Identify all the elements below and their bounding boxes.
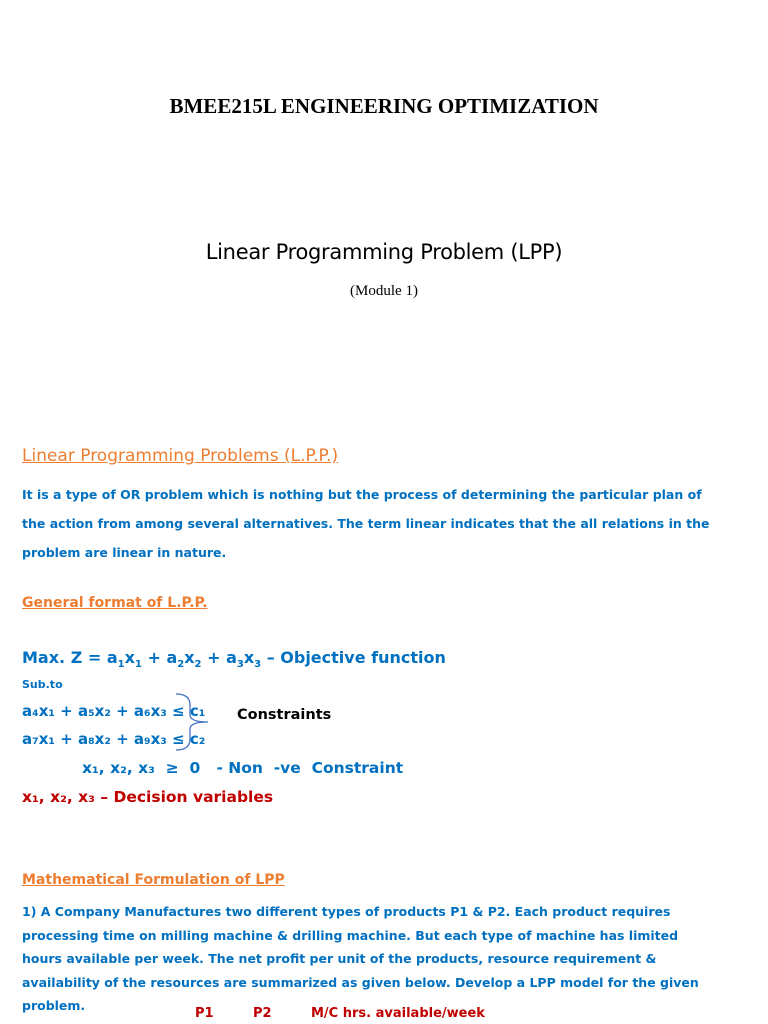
document-title: Linear Programming Problem (LPP): [205, 240, 563, 264]
constraint-2: a₇x₁ + a₈x₂ + a₉x₃ ≤ c₂: [22, 730, 206, 748]
objective-function: Max. $Z = a_1x_1 + a_2x_2 + a_3x_3$ – Objective function: [22, 648, 446, 671]
lpp-section-heading: Linear Programming Problems (L.P.P.): [22, 446, 339, 466]
formulation-heading: Mathematical Formulation of LPP: [22, 872, 285, 888]
brace-icon: [174, 692, 214, 752]
constraints-label: Constraints: [237, 707, 332, 723]
non-negativity-constraint: x₁, x₂, x₃ ≥ 0 - Non -ve Constraint: [82, 759, 404, 777]
course-title: BMEE215L ENGINEERING OPTIMIZATION: [169, 94, 599, 118]
module-label: (Module 1): [350, 283, 418, 299]
table-header-p2: P2: [253, 1006, 272, 1021]
subject-to-label: Sub.to: [22, 678, 63, 691]
objective-suffix: – Objective function: [261, 648, 446, 667]
table-header-p1: P1: [195, 1006, 214, 1021]
decision-variables: x₁, x₂, x₃ – Decision variables: [22, 788, 274, 806]
constraint-1: a₄x₁ + a₅x₂ + a₆x₃ ≤ c₁: [22, 702, 206, 720]
lpp-definition-paragraph: It is a type of OR problem which is nothing but the process of determining the particular plan of the action from among several alternatives. The term linear indicates that the all relations in the problem are linear in nature.: [22, 487, 710, 560]
general-format-heading: General format of L.P.P.: [22, 595, 208, 611]
objective-prefix: Max. Z =: [22, 648, 107, 667]
problem-statement: 1) A Company Manufactures two different types of products P1 & P2. Each product requires processing time on milling machine & drilling machine. But each type of machine has limited hours available per week. The net profit per unit of the products, resource requirement & availability of the resources are summarized as given below. Develop a LPP model for the given problem.: [22, 904, 699, 1013]
table-header-machine-hours: M/C hrs. available/week: [311, 1006, 485, 1021]
